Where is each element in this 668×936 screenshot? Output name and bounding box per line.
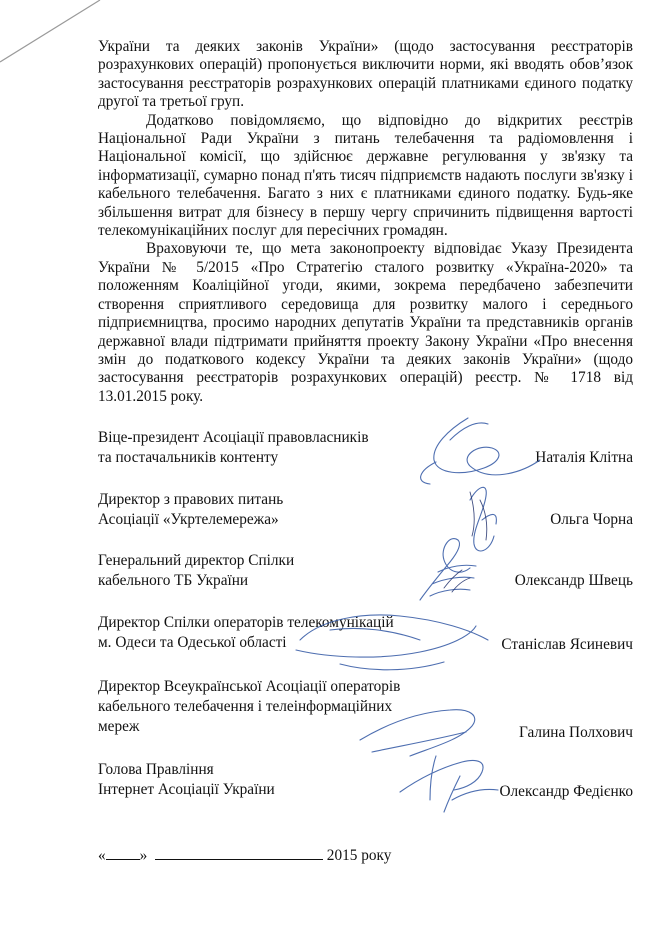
signatory-block xyxy=(98,428,633,468)
signatory-title-line: Віце-президент Асоціації правовласників xyxy=(98,429,369,446)
signatory-title-line: Генеральний директор Спілки xyxy=(98,552,295,569)
signatory-title-line: Директор Всеукраїнської Асоціації операторів xyxy=(98,678,401,695)
signatory-block xyxy=(98,551,633,591)
signatory-name: Олександр Федієнко xyxy=(499,783,633,800)
signatory-title-line: кабельного ТБ України xyxy=(98,572,249,589)
signatory-title xyxy=(98,677,428,737)
signatory-title-line: Голова Правління xyxy=(98,761,214,778)
signatory-name: Наталія Клітна xyxy=(535,449,633,466)
date-open-quote: « xyxy=(98,847,106,864)
signatory-name: Станіслав Ясиневич xyxy=(501,636,633,653)
signatory-block xyxy=(98,490,633,530)
paragraph-3: Враховуючи те, що мета законопроекту відповідає Указу Президента України № 5/2015 «Про Стратегію сталого розвитку «Україна-2020» та положенням Коаліційної угоди, якими, зокрема передбачено забезпечити створення сприятливого середовища для розвитку малого і середнього підприємництва, просимо народних депутатів України та представників органів державної влади підтримати прийняття проекту Закону України «Про внесення змін до податкового кодексу України та деяких законів України» (щодо застосування реєстраторів розрахункових операцій) реєстр. № 1718 від 13.01.2015 року. xyxy=(98,240,633,405)
day-blank xyxy=(106,845,140,860)
date-year: 2015 року xyxy=(326,847,392,864)
signatory-block xyxy=(98,677,633,741)
paragraph-2: Додатково повідомляємо, що відповідно до відкритих реєстрів Національної Ради України з питань телебачення та радіомовлення і Національної комісії, що здійснює державне регулювання у зв'язку та інформатизації, сумарно понад п'ять тисяч підприємств надають послуги зв'язку і кабельного телебачення. Багато з них є платниками єдиного податку. Будь-яке збільшення витрат для бізнесу в першу чергу спричинить підвищення вартості телекомунікаційних послуг для пересічних громадян. xyxy=(98,111,633,240)
signatory-name: Олександр Швець xyxy=(514,572,633,589)
signatory-name: Ольга Чорна xyxy=(550,511,633,528)
signatory-block xyxy=(98,613,633,653)
date-line xyxy=(98,845,391,865)
signatory-title-line: м. Одеси та Одеської області xyxy=(98,634,287,651)
paragraph-1: України та деяких законів України» (щодо застосування реєстраторів розрахункових операцій) пропонується виключити норми, які вводять обов’язок застосування реєстраторів розрахункових операцій платниками єдиного податку другої та третьої груп. xyxy=(98,38,633,111)
signatory-title-line: Директор Спілки операторів телекомунікацій xyxy=(98,614,394,631)
signatory-title-line: Директор з правових питань xyxy=(98,491,284,508)
signatory-title-line: Асоціації «Укртелемережа» xyxy=(98,511,279,528)
date-close-quote: » xyxy=(139,847,148,864)
signatory-title-line: кабельного телебачення і телеінформаційних xyxy=(98,698,393,715)
month-blank xyxy=(155,845,323,860)
letter-body xyxy=(98,38,633,406)
signatory-title-line: мереж xyxy=(98,718,140,735)
signatory-title xyxy=(98,551,428,591)
signatory-title xyxy=(98,760,428,800)
signatory-title xyxy=(98,613,428,653)
signatory-title-line: Інтернет Асоціації України xyxy=(98,781,275,798)
signatory-name: Галина Полхович xyxy=(519,724,633,741)
signatory-title-line: та постачальників контенту xyxy=(98,449,279,466)
signatory-block xyxy=(98,760,633,800)
signatory-title xyxy=(98,428,428,468)
signatory-title xyxy=(98,490,428,530)
